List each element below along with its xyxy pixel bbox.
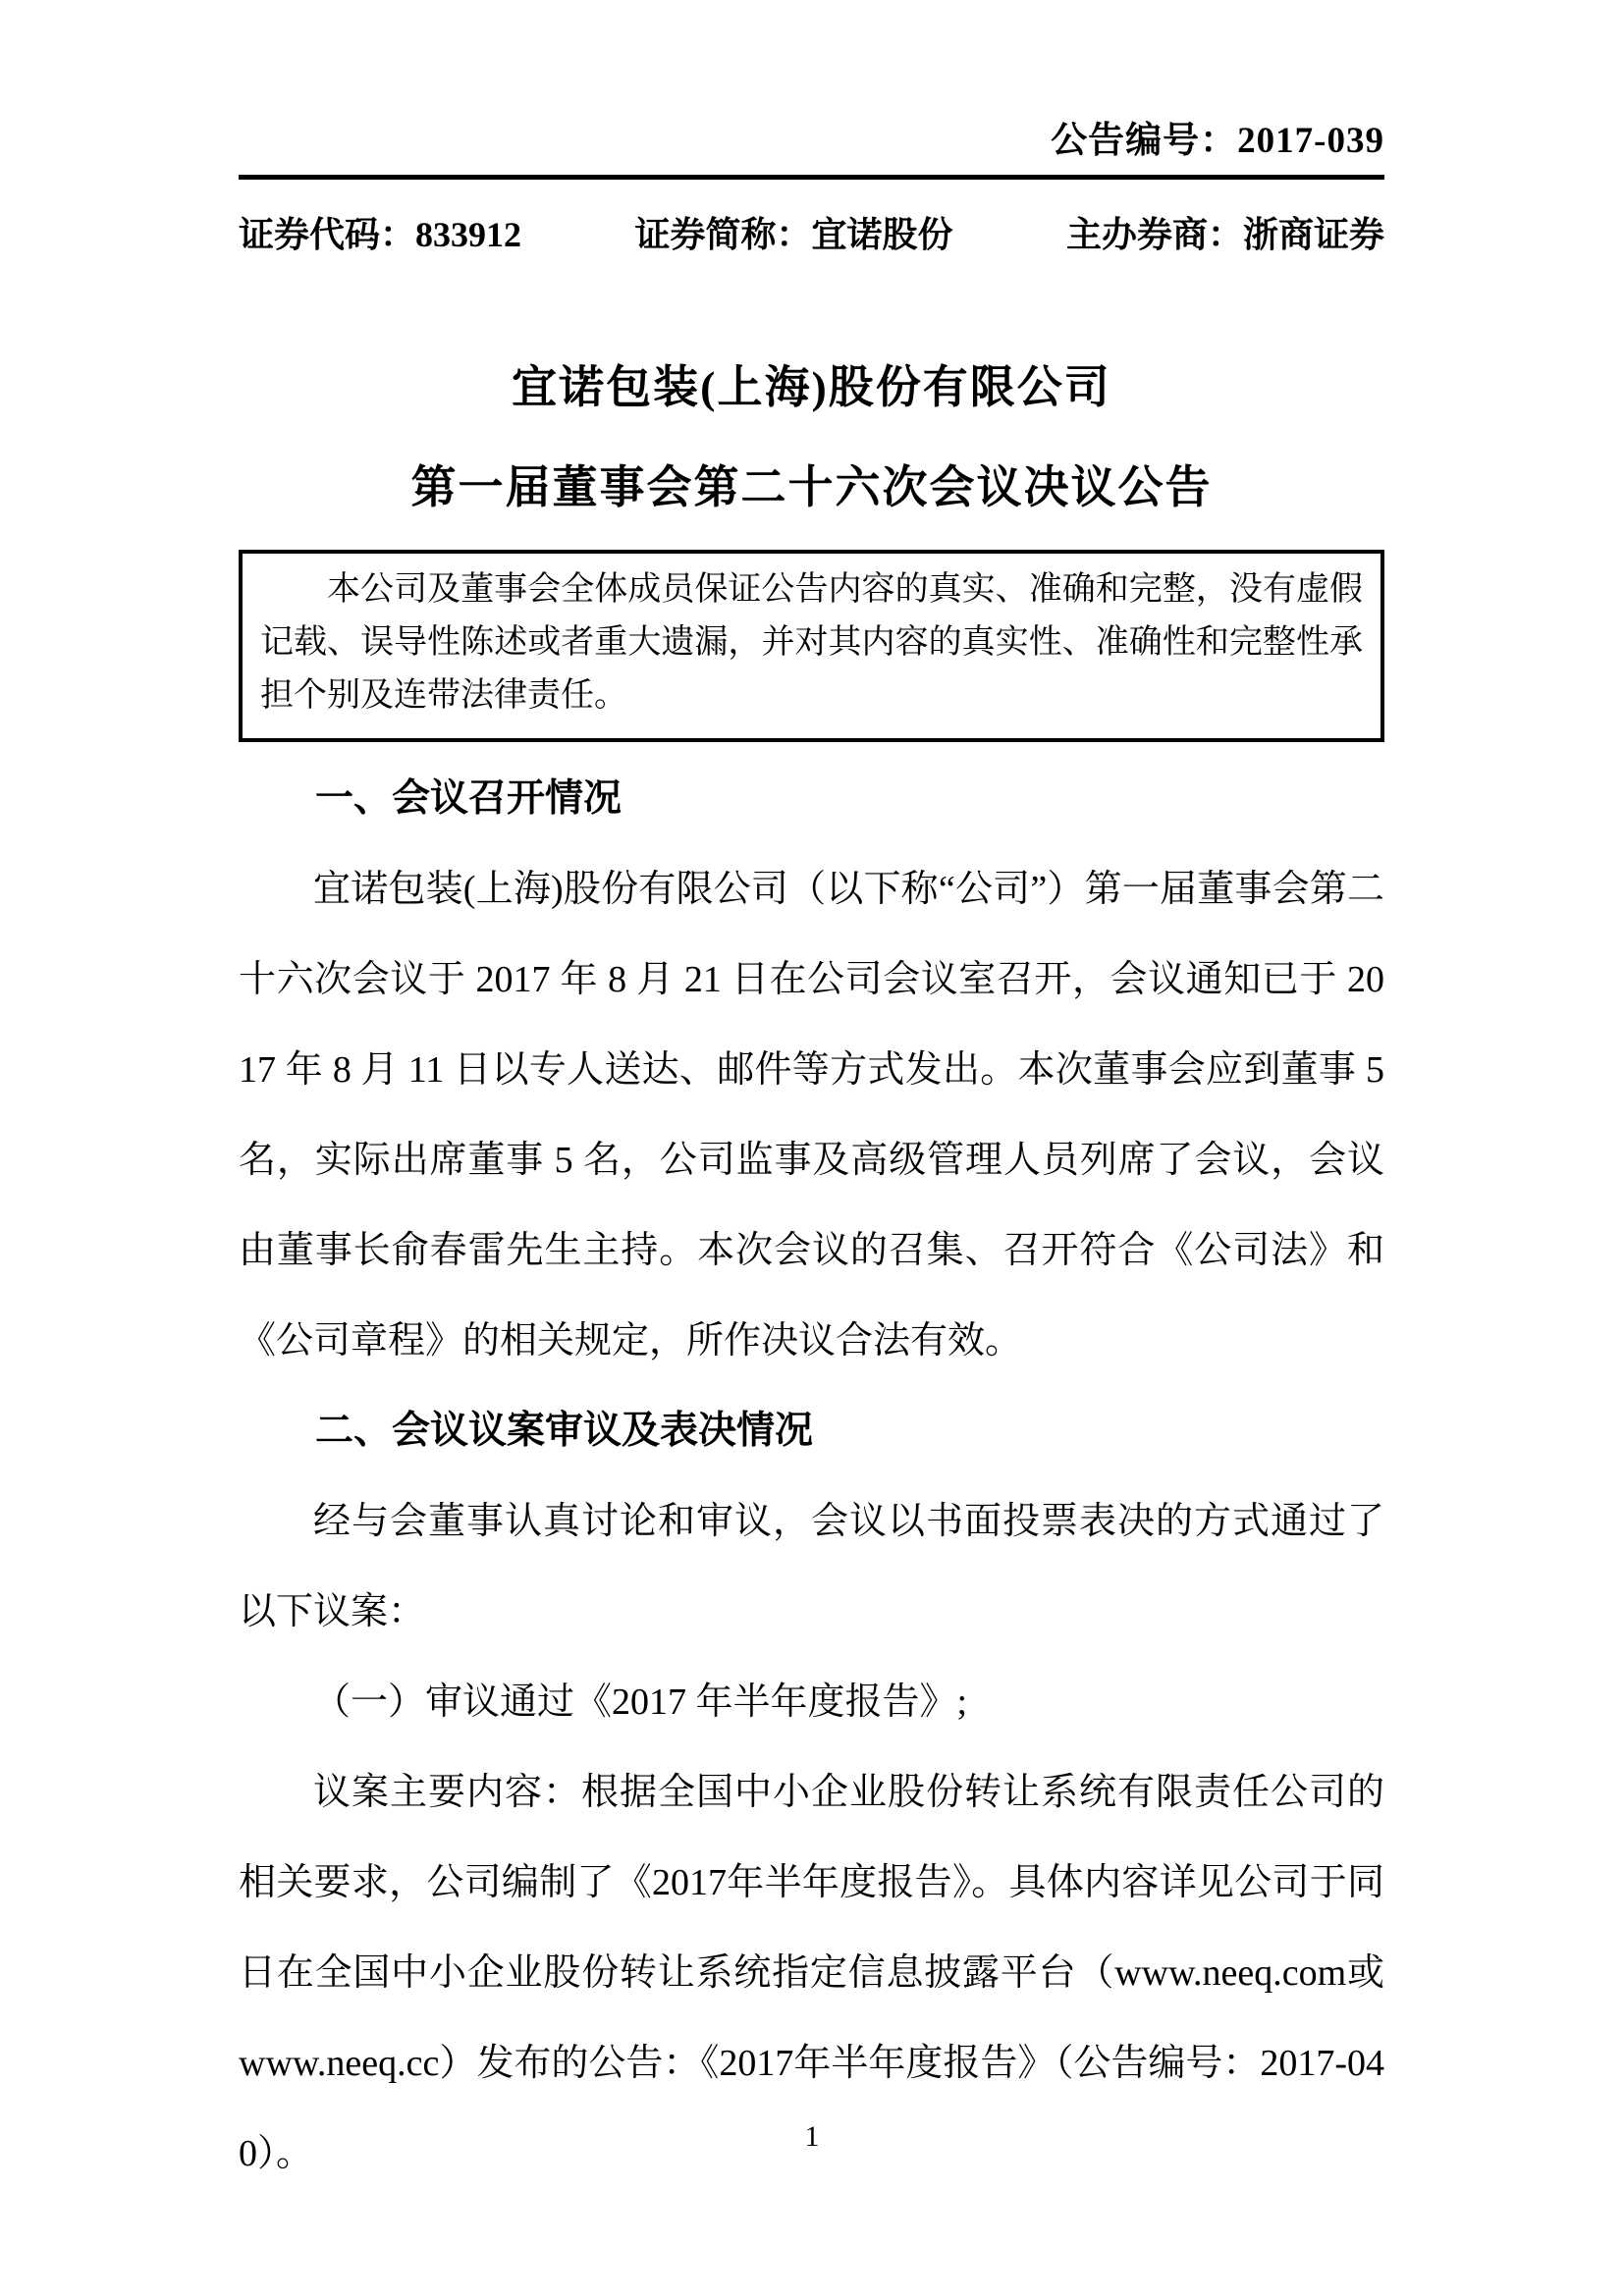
header-rule [239,175,1384,180]
disclaimer-box: 本公司及董事会全体成员保证公告内容的真实、准确和完整，没有虚假记载、误导性陈述或者重大遗漏，并对其内容的真实性、准确性和完整性承担个别及连带法律责任。 [239,550,1384,742]
document-title-line1: 宜诺包装(上海)股份有限公司 [512,362,1111,412]
section-2-paragraph-1: 经与会董事认真讨论和审议，会议以书面投票表决的方式通过了以下议案： [239,1501,1384,1632]
securities-code: 证券代码：833912 [239,215,522,254]
document-title-line2: 第一届董事会第二十六次会议决议公告 [410,462,1213,512]
section-1-paragraph-1: 宜诺包装(上海)股份有限公司（以下称“公司”）第一届董事会第二十六次会议于 2017 年 8 月 21 日在公司会议室召开，会议通知已于 2017 年 8 月 11 日以专人送达、邮件等方式发出。本次董事会应到董事 5 名，实际出席董事 5 名，公司监事及高级管理人员列席了会议，会议由董事长俞春雷先生主持。本次会议的召集、召开符合《公司法》和《公司章程》的相关规定，所作决议合法有效。 [239,869,1384,1362]
sponsor-broker: 主办券商：浙商证券 [1065,215,1384,254]
securities-abbr: 证券简称：宜诺股份 [634,215,953,254]
securities-header-row [239,207,1384,257]
section-2-paragraph-2: （一）审议通过《2017 年半年度报告》; [313,1682,968,1723]
section-2-paragraph-3: 议案主要内容：根据全国中小企业股份转让系统有限责任公司的相关要求，公司编制了《2017年半年度报告》。具体内容详见公司于同日在全国中小企业股份转让系统指定信息披露平台（www.neeq.com或www.neeq.cc）发布的公告：《2017年半年度报告》（公告编号：2017-040）。 [239,1772,1384,2174]
page-number: 1 [804,2120,820,2153]
section-1-heading: 一、会议召开情况 [315,777,623,820]
announcement-number: 公告编号：2017-039 [1051,121,1384,161]
section-2-heading: 二、会议议案审议及表决情况 [315,1410,814,1452]
document-content [239,0,1384,2199]
